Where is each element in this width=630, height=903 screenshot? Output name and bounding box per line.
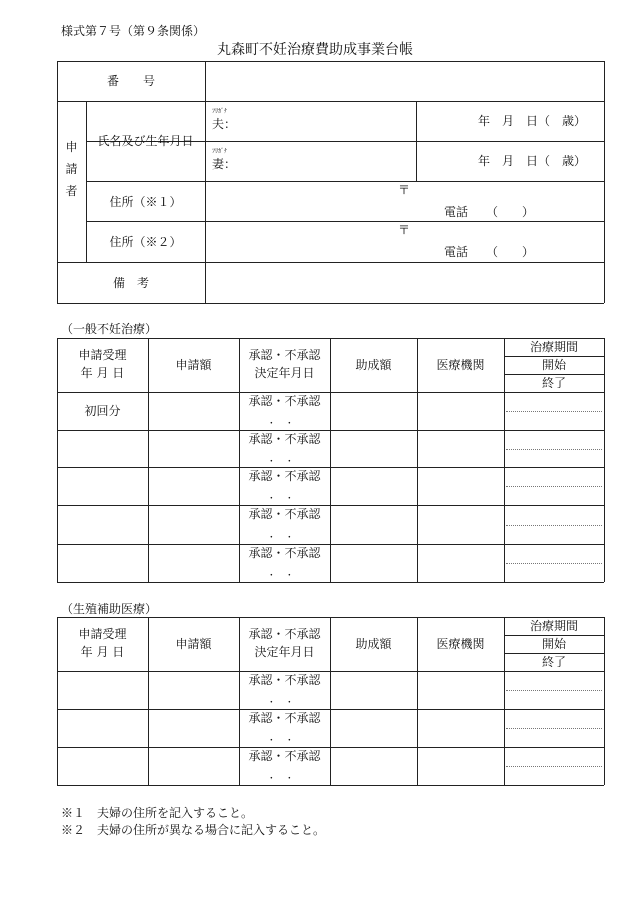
- approval-header-2: 決定年月日: [254, 366, 315, 380]
- applicant-vertical-label-3: 者: [65, 184, 78, 198]
- decision-date: ． ．: [269, 564, 300, 578]
- wife-name-field[interactable]: [240, 144, 412, 178]
- phone-1: 電話 （ ）: [444, 205, 535, 219]
- reception-header-2: 年 月 日: [80, 366, 125, 380]
- remarks-field[interactable]: [206, 263, 603, 302]
- decision-date: ． ．: [269, 412, 300, 426]
- phone-2: 電話 （ ）: [444, 245, 535, 259]
- wife-dob-age: 年 月 日（ 歳）: [478, 154, 587, 168]
- amount-header: 申請額: [175, 637, 212, 651]
- husband-label: 夫：: [212, 117, 237, 131]
- approval-option[interactable]: 承認・不承認: [248, 469, 321, 483]
- start-header: 開始: [541, 637, 566, 651]
- note-2: ※２ 夫婦の住所が異なる場合に記入すること。: [61, 823, 326, 837]
- husband-name-field[interactable]: [240, 104, 412, 138]
- section1-title: （一般不妊治療）: [61, 322, 158, 336]
- name-dob-label: 氏名及び生年月日: [97, 134, 194, 148]
- husband-dob-age: 年 月 日（ 歳）: [478, 114, 587, 128]
- husband-furigana: ﾌﾘｶﾞﾅ: [212, 108, 228, 115]
- first-time-label: 初回分: [84, 404, 121, 418]
- reception-header-2: 年 月 日: [80, 645, 125, 659]
- institution-header: 医療機関: [436, 358, 485, 372]
- applicant-vertical-label-2: 請: [65, 162, 78, 176]
- approval-option[interactable]: 承認・不承認: [248, 711, 321, 725]
- period-header: 治療期間: [529, 340, 578, 354]
- decision-date: ． ．: [269, 487, 300, 501]
- remarks-label: 備 考: [112, 276, 149, 290]
- decision-date: ． ．: [269, 729, 300, 743]
- approval-option[interactable]: 承認・不承認: [248, 749, 321, 763]
- amount-header: 申請額: [175, 358, 212, 372]
- reception-header-1: 申請受理: [78, 627, 127, 641]
- decision-date: ． ．: [269, 450, 300, 464]
- decision-date: ． ．: [269, 767, 300, 781]
- decision-date: ． ．: [269, 526, 300, 540]
- institution-header: 医療機関: [436, 637, 485, 651]
- reception-header-1: 申請受理: [78, 348, 127, 362]
- form-number: 様式第７号（第９条関係）: [61, 24, 206, 38]
- applicant-vertical-label-1: 申: [65, 140, 78, 154]
- address1-label: 住所（※１）: [109, 195, 182, 209]
- wife-label: 妻：: [212, 157, 237, 171]
- number-field[interactable]: [206, 62, 603, 100]
- approval-option[interactable]: 承認・不承認: [248, 432, 321, 446]
- wife-furigana: ﾌﾘｶﾞﾅ: [212, 148, 228, 155]
- end-header: 終了: [541, 655, 566, 669]
- number-label: 番 号: [106, 74, 155, 88]
- page-title: 丸森町不妊治療費助成事業台帳: [217, 42, 413, 58]
- approval-option[interactable]: 承認・不承認: [248, 546, 321, 560]
- section2-title: （生殖補助医療）: [61, 602, 158, 616]
- period-header: 治療期間: [529, 619, 578, 633]
- approval-header-1: 承認・不承認: [248, 348, 321, 362]
- grant-header: 助成額: [355, 637, 392, 651]
- approval-header-1: 承認・不承認: [248, 627, 321, 641]
- note-1: ※１ 夫婦の住所を記入すること。: [61, 806, 254, 820]
- decision-date: ． ．: [269, 691, 300, 705]
- approval-option[interactable]: 承認・不承認: [248, 394, 321, 408]
- approval-header-2: 決定年月日: [254, 645, 315, 659]
- postal-mark-1: 〒: [398, 183, 411, 197]
- start-header: 開始: [541, 358, 566, 372]
- address2-label: 住所（※２）: [109, 235, 182, 249]
- approval-option[interactable]: 承認・不承認: [248, 673, 321, 687]
- approval-option[interactable]: 承認・不承認: [248, 507, 321, 521]
- grant-header: 助成額: [355, 358, 392, 372]
- postal-mark-2: 〒: [398, 223, 411, 237]
- end-header: 終了: [541, 376, 566, 390]
